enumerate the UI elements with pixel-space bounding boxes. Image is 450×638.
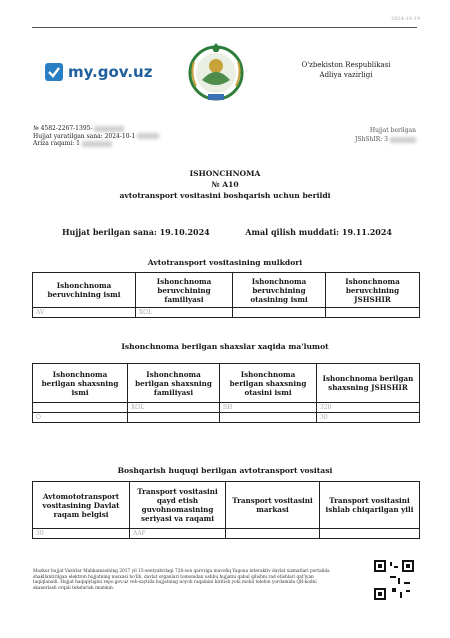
state-emblem-icon xyxy=(188,42,244,104)
issuer-label: Hujjat berilgan xyxy=(369,127,416,134)
table-header-cell: Ishonchnoma beruvchining ismi xyxy=(33,273,136,308)
table-cell xyxy=(326,308,420,318)
ministry-line1: O'zbekiston Respublikasi xyxy=(301,61,391,69)
table-cell: 30 xyxy=(33,529,130,539)
redaction xyxy=(390,137,416,143)
issuer-jshshir: JShShIR: 3 xyxy=(355,136,388,143)
trustees-table xyxy=(32,363,420,423)
table-cell xyxy=(33,403,128,413)
application-number: Ariza raqami: 1 xyxy=(33,140,80,147)
doc-number: № 4582-2267-1395- xyxy=(33,125,93,132)
table-header-cell: Ishonchnoma berilgan shaxsning otasini ismi xyxy=(220,364,317,403)
mygov-logo xyxy=(44,62,152,82)
document-meta xyxy=(33,125,159,148)
title-line3: avtotransport vositasini boshqarish uchun berildi xyxy=(119,191,331,200)
table-header-cell: Transport vositasini qayd etish guvohnomasining seriyasi va raqami xyxy=(130,482,226,529)
redaction xyxy=(94,126,124,132)
table-row xyxy=(33,308,420,318)
owner-table xyxy=(32,272,420,318)
owner-section-title: Avtotransport vositasining mulkdori xyxy=(147,258,303,267)
valid-until-date: Amal qilish muddati: 19.11.2024 xyxy=(245,227,392,237)
redaction xyxy=(137,133,159,139)
table-header-row xyxy=(33,482,420,529)
table-header-cell: Ishonchnoma berilgan shaxsning ismi xyxy=(33,364,128,403)
table-row xyxy=(33,413,420,423)
table-header-cell: Transport vositasini ishlab chiqarilgan yili xyxy=(320,482,420,529)
legal-footer: Mazkur hujjat Vazirlar Mahkamasining 2017 yil 15-sentyabrdagi 728-son qaroriga muvofiq Yagona interaktiv davlat xizmatlari portalida shakllantirilgan elektron hujjatning nusxasi bo'lib, davlat organlari tomonidan ushbu hujjatni qabul qilishni rad etishlari qat'iyan taqiqlanadi. Hujjat haqiqiyligini repo.gov.uz veb-saytida hujjatning noyob raqamini kiritish yoki mobil telefon yordamida QR-kodni skanerlash orqali tekshirish mumkin. xyxy=(33,569,330,591)
table-cell xyxy=(128,413,220,423)
table-header-cell: Ishonchnoma berilgan shaxsning familiyasi xyxy=(128,364,220,403)
table-cell xyxy=(220,413,317,423)
created-date: Hujjat yaratilgan sana: 2024-10-1 xyxy=(33,132,136,140)
table-cell: XOL xyxy=(136,308,233,318)
dates-row xyxy=(62,227,392,237)
vehicle-section-title: Boshqarish huquqi berilgan avtotransport vositasi xyxy=(117,466,333,475)
table-cell xyxy=(226,529,320,539)
table-cell xyxy=(233,308,326,318)
table-cell: 30 xyxy=(317,413,420,423)
table-header-cell: Ishonchnoma beruvchining JSHSHIR xyxy=(326,273,420,308)
table-header-row xyxy=(33,364,420,403)
logo-text: my.gov.uz xyxy=(68,63,153,81)
check-icon xyxy=(44,62,64,82)
table-cell: 320 xyxy=(317,403,420,413)
table-row xyxy=(33,403,420,413)
table-header-cell: Ishonchnoma berilgan shaxsning JSHSHIR xyxy=(317,364,420,403)
table-header-cell: Transport vositasini markasi xyxy=(226,482,320,529)
top-rule xyxy=(32,27,417,28)
issued-date: Hujjat berilgan sana: 19.10.2024 xyxy=(62,227,210,237)
corner-date: 2024-10-19 xyxy=(391,16,420,22)
table-header-cell: Ishonchnoma beruvchining otasining ismi xyxy=(233,273,326,308)
title-line1: ISHONCHNOMA xyxy=(189,169,261,178)
table-row xyxy=(33,529,420,539)
table-header-row xyxy=(33,273,420,308)
table-cell: XOL xyxy=(128,403,220,413)
vehicle-table xyxy=(32,481,420,539)
table-cell: AAF xyxy=(130,529,226,539)
qr-code-icon xyxy=(372,558,416,602)
document-meta-right xyxy=(355,126,416,144)
ministry-block xyxy=(296,60,396,80)
trustees-section-title: Ishonchnoma berilgan shaxslar xaqida ma'lumot xyxy=(121,342,329,351)
document-title xyxy=(0,168,450,201)
table-cell: SH xyxy=(220,403,317,413)
table-cell: O xyxy=(33,413,128,423)
redaction xyxy=(82,141,112,147)
table-cell: AV xyxy=(33,308,136,318)
title-line2: № A10 xyxy=(211,180,239,189)
table-header-cell: Ishonchnoma beruvchining familiyasi xyxy=(136,273,233,308)
ministry-line2: Adliya vazirligi xyxy=(319,71,373,79)
table-header-cell: Avtomototransport vositasining Davlat raqam belgisi xyxy=(33,482,130,529)
table-cell xyxy=(320,529,420,539)
